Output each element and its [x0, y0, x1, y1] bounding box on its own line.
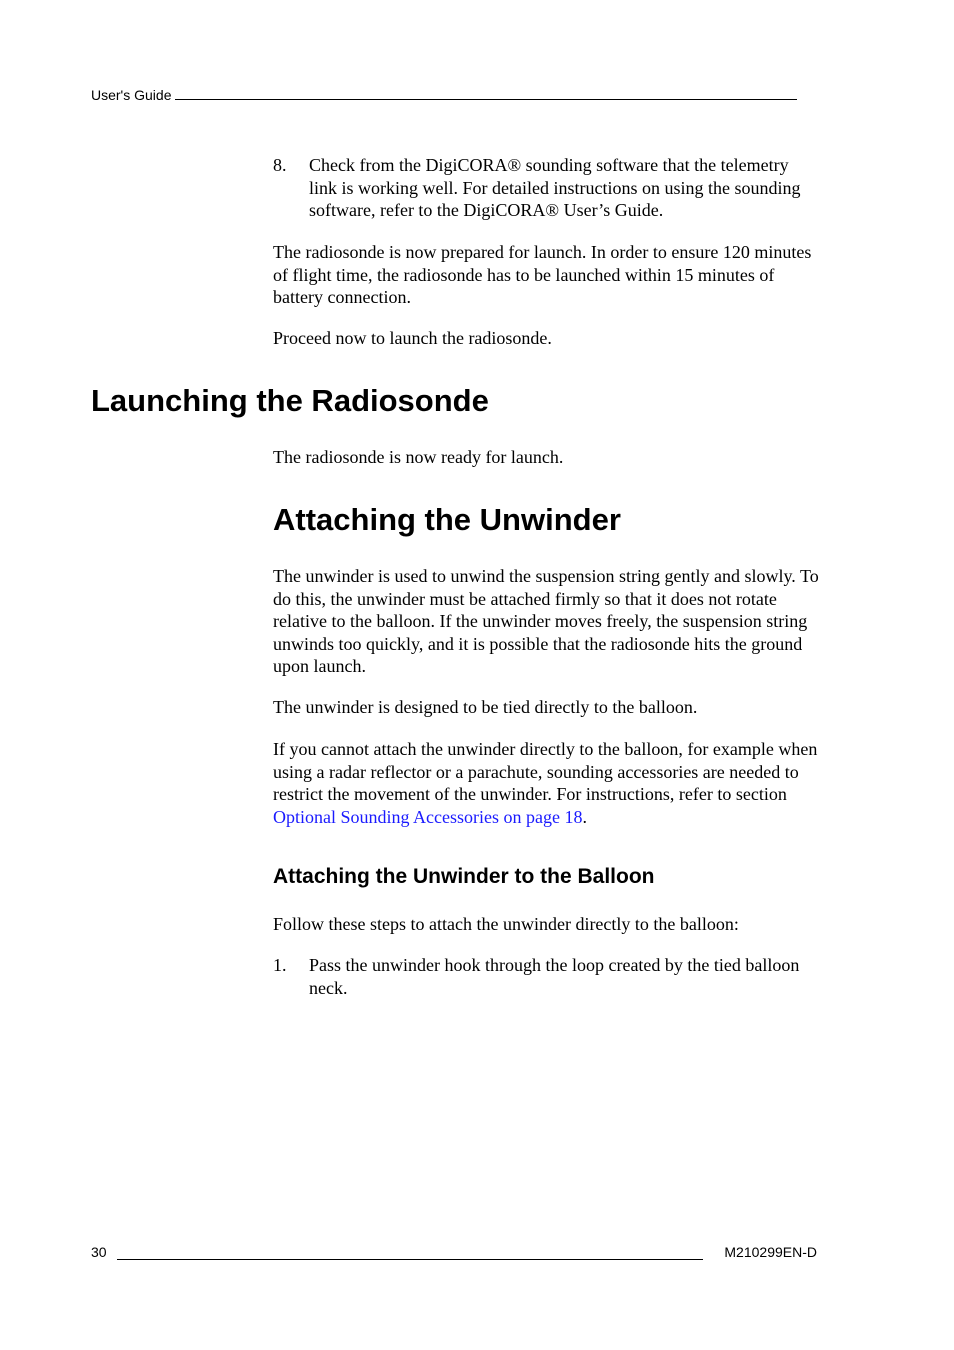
- document-code: M210299EN-D: [724, 1244, 817, 1260]
- accessories-paragraph: [273, 738, 821, 828]
- steps-intro-paragraph: Follow these steps to attach the unwinder directly to the balloon:: [273, 914, 739, 934]
- running-footer: [91, 1244, 819, 1260]
- step-1-number: 1.: [273, 955, 287, 975]
- page-number: 30: [91, 1244, 107, 1260]
- step-8: [273, 154, 821, 222]
- proceed-paragraph: Proceed now to launch the radiosonde.: [273, 328, 552, 348]
- accessories-period: .: [582, 806, 587, 827]
- heading-attaching-to-balloon: Attaching the Unwinder to the Balloon: [273, 865, 655, 888]
- ready-paragraph: The radiosonde is now ready for launch.: [273, 447, 564, 467]
- prepared-paragraph: The radiosonde is now prepared for launch. In order to ensure 120 minutes of flight time, the radiosonde has to be launched within 15 minutes of battery connection.: [273, 242, 812, 307]
- header-title: User's Guide: [91, 87, 172, 103]
- accessories-text: If you cannot attach the unwinder directly to the balloon, for example when using a radar reflector or a parachute, sounding accessories are needed to restrict the movement of the unwinder. For instructions, refer to section: [273, 739, 818, 804]
- step-8-number: 8.: [273, 155, 287, 175]
- footer-rule: [117, 1259, 703, 1260]
- unwinder-purpose-paragraph: The unwinder is used to unwind the suspension string gently and slowly. To do this, the unwinder must be attached firmly so that it does not rotate relative to the balloon. If the unwinder moves freely, the suspension string unwinds too quickly, and it is possible that the radiosonde hits the ground upon launch.: [273, 566, 819, 676]
- heading-launching-radiosonde: Launching the Radiosonde: [91, 383, 489, 418]
- step-8-text: Check from the DigiCORA® sounding software that the telemetry link is working well. For detailed instructions on using the sounding software, refer to the DigiCORA® User’s Guide.: [309, 155, 801, 220]
- optional-accessories-link[interactable]: Optional Sounding Accessories on page 18: [273, 806, 583, 827]
- step-1: [273, 954, 821, 999]
- header-rule: [175, 99, 797, 100]
- heading-attaching-unwinder: Attaching the Unwinder: [273, 502, 621, 537]
- step-1-text: Pass the unwinder hook through the loop created by the tied balloon neck.: [309, 955, 800, 998]
- unwinder-design-paragraph: The unwinder is designed to be tied directly to the balloon.: [273, 697, 698, 717]
- running-header: [91, 87, 811, 103]
